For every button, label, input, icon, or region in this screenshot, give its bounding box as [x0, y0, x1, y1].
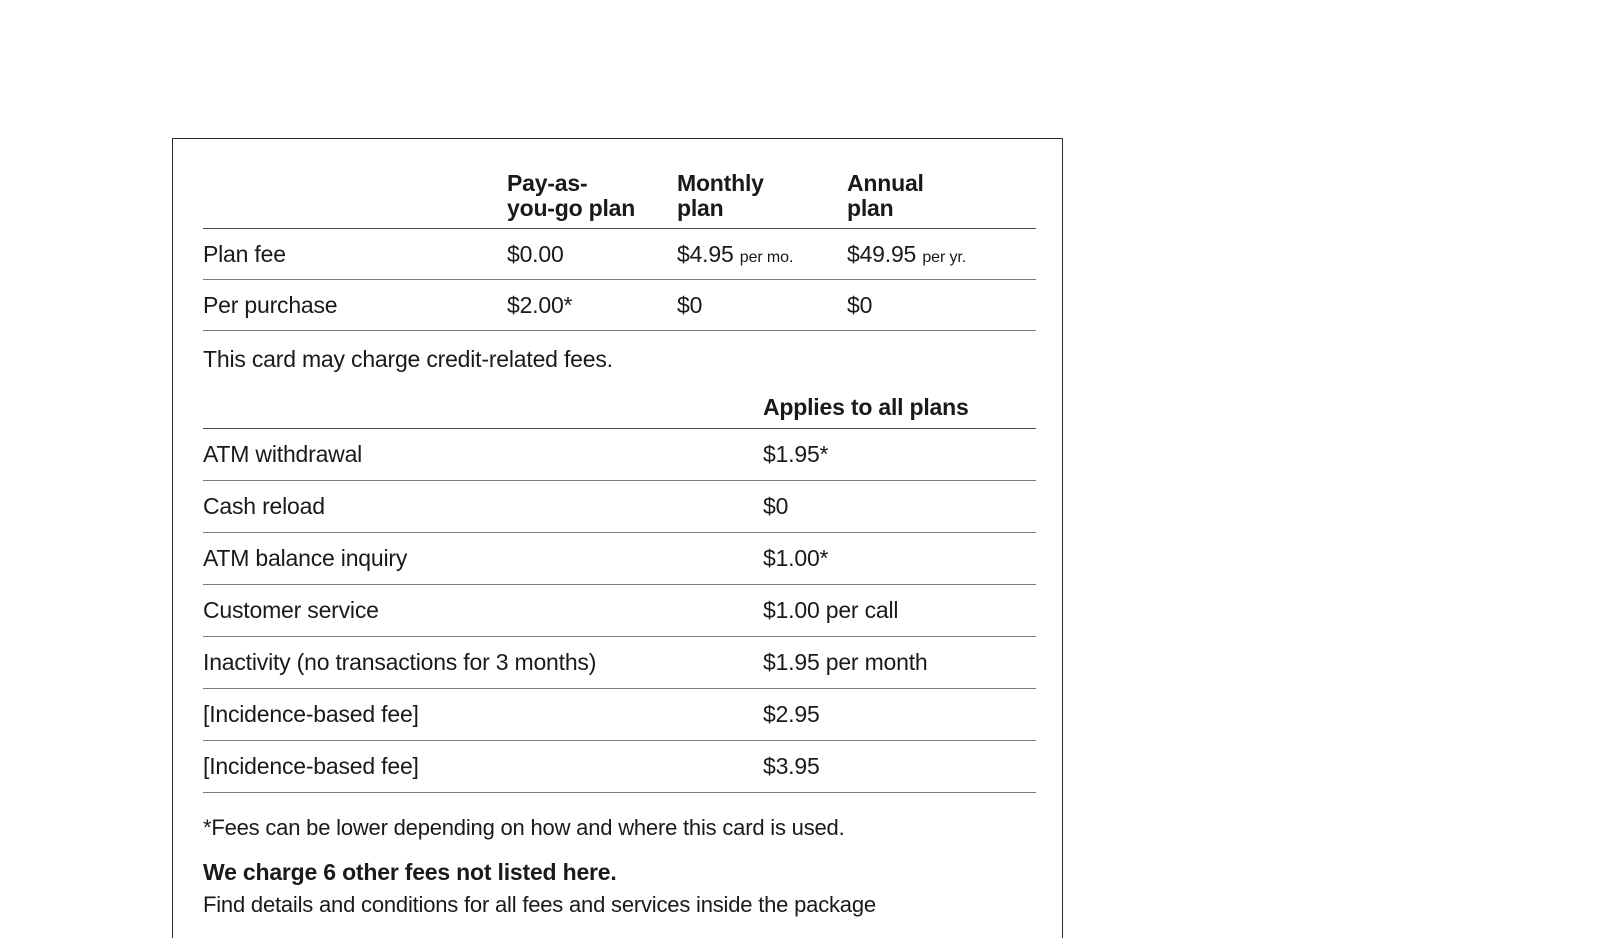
applies-row-atm-balance-inquiry — [203, 533, 1036, 584]
fee-label: [Incidence-based fee] — [203, 753, 419, 779]
unit: per yr. — [922, 248, 967, 266]
plan-header-annual-line2: plan — [847, 195, 894, 221]
footnotes — [203, 793, 1036, 920]
credit-related-fees-note-row — [203, 331, 1036, 385]
fee-disclosure-box — [172, 138, 1063, 938]
unit: per mo. — [739, 248, 794, 266]
credit-related-fees-note: This card may charge credit-related fees. — [203, 345, 613, 372]
plan-fee-table — [203, 139, 1036, 228]
rule-row-6 — [203, 792, 1036, 793]
amount: $2.00* — [507, 291, 573, 318]
plan-header-payg-line2: you-go plan — [507, 195, 636, 221]
fee-value: $1.00 per call — [763, 597, 899, 623]
plan-row-monthly-value — [677, 280, 847, 330]
table-row — [203, 280, 1036, 330]
rule-under-plan-fee — [203, 279, 1036, 280]
applies-to-all-plans-header-table — [203, 385, 1036, 428]
fee-label: Inactivity (no transactions for 3 months) — [203, 649, 597, 675]
plan-row-payg-value — [507, 229, 677, 279]
plan-row-annual-value — [847, 229, 1036, 279]
other-fees-body: Find details and conditions for all fees and services inside the package — [203, 892, 876, 917]
other-fees-heading: We charge 6 other fees not listed here. — [203, 859, 617, 885]
fee-value: $1.95* — [763, 441, 829, 467]
fee-label: [Incidence-based fee] — [203, 701, 419, 727]
fee-disclosure-content — [203, 139, 1036, 920]
applies-fee-rows — [203, 429, 1036, 793]
table-row — [203, 637, 1036, 688]
rule-row-4 — [203, 688, 1036, 689]
table-row — [203, 481, 1036, 532]
fee-label: ATM withdrawal — [203, 441, 363, 467]
table-row — [203, 689, 1036, 740]
table-row — [203, 533, 1036, 584]
fee-label: Customer service — [203, 597, 379, 623]
plan-row-monthly-value — [677, 229, 847, 279]
credit-note-table — [203, 331, 1036, 385]
rule-row-0 — [203, 480, 1036, 481]
applies-header-blank — [203, 385, 763, 428]
rule-row-1 — [203, 532, 1036, 533]
table-row — [203, 741, 1036, 792]
applies-row-incidence-fee-1 — [203, 689, 1036, 740]
plan-table-header-row — [203, 139, 1036, 228]
fee-value: $3.95 — [763, 753, 820, 779]
fee-value: $2.95 — [763, 701, 820, 727]
fee-label: ATM balance inquiry — [203, 545, 408, 571]
applies-row-inactivity — [203, 637, 1036, 688]
plan-header-annual — [847, 139, 1036, 228]
plan-header-blank — [203, 139, 507, 228]
plan-row-label: Plan fee — [203, 240, 286, 267]
plan-header-monthly — [677, 139, 847, 228]
fee-label: Cash reload — [203, 493, 325, 519]
plan-fee-rows-1 — [203, 229, 1036, 279]
amount: $4.95 — [677, 240, 734, 267]
plan-row-annual-value — [847, 280, 1036, 330]
fee-value: $0 — [763, 493, 789, 519]
applies-row-cash-reload — [203, 481, 1036, 532]
table-row — [203, 585, 1036, 636]
plan-header-pay-as-you-go — [507, 139, 677, 228]
amount: $0 — [847, 291, 873, 318]
rule-row-3 — [203, 636, 1036, 637]
applies-row-incidence-fee-2 — [203, 741, 1036, 792]
rule-row-2 — [203, 584, 1036, 585]
plan-fee-rows-2 — [203, 280, 1036, 330]
rule-row-5 — [203, 740, 1036, 741]
plan-row-label: Per purchase — [203, 291, 338, 318]
applies-row-customer-service — [203, 585, 1036, 636]
amount: $49.95 — [847, 240, 917, 267]
asterisk-footnote: *Fees can be lower depending on how and where this card is used. — [203, 815, 845, 840]
table-row — [203, 429, 1036, 480]
fee-value: $1.00* — [763, 545, 829, 571]
rule-under-plan-header — [203, 228, 1036, 229]
plan-header-annual-line1: Annual — [847, 170, 924, 196]
applies-header-row — [203, 385, 1036, 428]
applies-row-atm-withdrawal — [203, 429, 1036, 480]
rule-under-applies-header — [203, 428, 1036, 429]
table-row — [203, 229, 1036, 279]
plan-header-payg-line1: Pay-as- — [507, 170, 588, 196]
plan-header-monthly-line2: plan — [677, 195, 724, 221]
fee-value: $1.95 per month — [763, 649, 928, 675]
plan-header-monthly-line1: Monthly — [677, 170, 764, 196]
amount: $0 — [677, 291, 703, 318]
applies-to-all-plans-header: Applies to all plans — [763, 394, 969, 420]
amount: $0.00 — [507, 240, 564, 267]
rule-under-per-purchase — [203, 330, 1036, 331]
plan-row-payg-value — [507, 280, 677, 330]
